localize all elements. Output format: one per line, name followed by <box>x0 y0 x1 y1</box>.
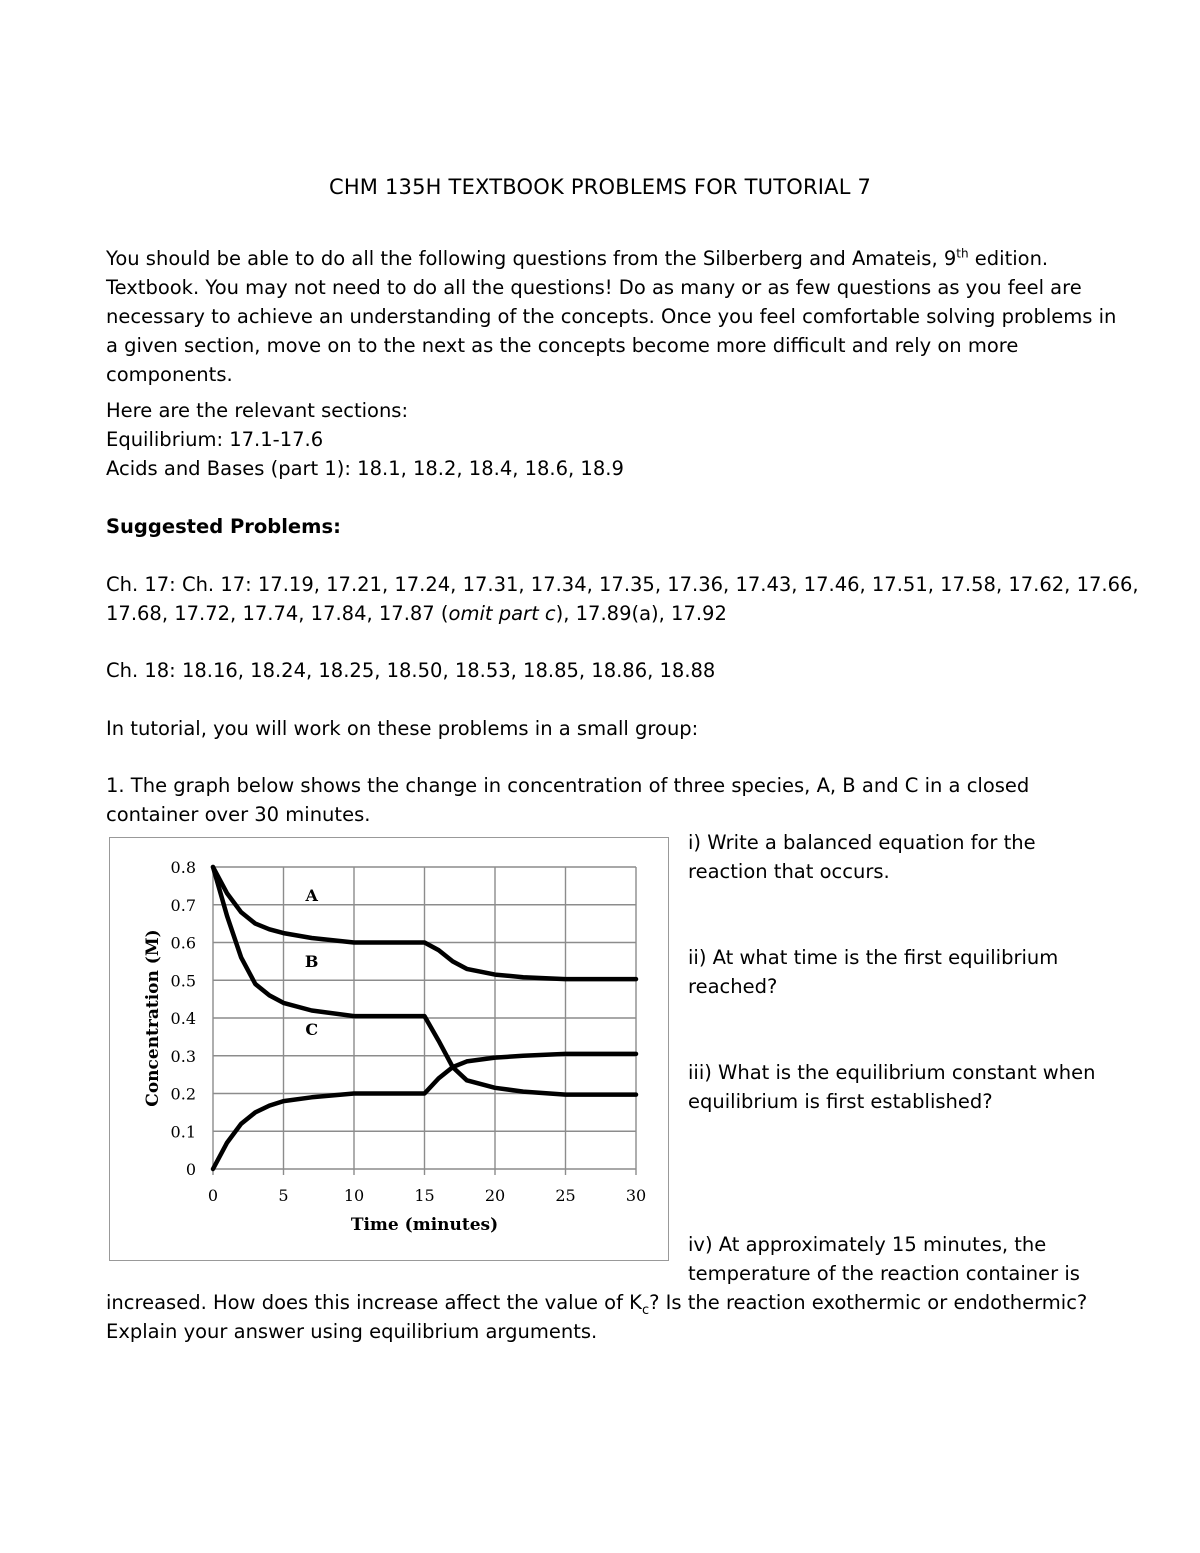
question-ii-line-1: ii) At what time is the first equilibrium <box>688 946 1059 969</box>
x-tick-label-4: 20 <box>484 1186 506 1205</box>
sections-heading: Here are the relevant sections: <box>106 399 409 422</box>
edition-superscript: th <box>956 246 969 261</box>
question-iv-line-3-text: increased. How does this increase affect the value of K <box>106 1291 642 1314</box>
y-tick-label-2: 0.2 <box>170 1084 196 1104</box>
y-axis-title: Concentration (M) <box>143 929 163 1107</box>
x-tick-label-2: 10 <box>343 1186 365 1205</box>
question-iii <box>688 1058 1108 1116</box>
question-iv-line-3 <box>106 1288 1106 1317</box>
intro-line-1 <box>106 244 1106 273</box>
question-ii <box>688 943 1108 1001</box>
chart-frame <box>109 837 669 1261</box>
question-iv-line-4: Explain your answer using equilibrium arguments. <box>106 1320 598 1343</box>
series-label-C: C <box>305 1019 319 1039</box>
y-tick-label-4: 0.4 <box>170 1009 196 1028</box>
question-1-line-2: container over 30 minutes. <box>106 803 371 826</box>
ch17-line-2-tail: ), 17.89(a), 17.92 <box>555 602 727 625</box>
tutorial-intro: In tutorial, you will work on these problems in a small group: <box>106 717 699 740</box>
question-iv-line-3-tail: ? Is the reaction exothermic or endothermic? <box>649 1291 1088 1314</box>
question-1-line-1: 1. The graph below shows the change in concentration of three species, A, B and C in a closed <box>106 774 1030 797</box>
concentration-chart <box>110 838 667 1259</box>
question-iii-line-2: equilibrium is first established? <box>688 1090 993 1113</box>
x-tick-label-3: 15 <box>414 1186 435 1205</box>
suggested-heading: Suggested Problems: <box>106 515 341 538</box>
series-label-B: B <box>304 952 319 972</box>
question-i-line-2: reaction that occurs. <box>688 860 890 883</box>
question-iv-continued <box>106 1288 1106 1346</box>
question-iv-line-2: temperature of the reaction container is <box>688 1262 1080 1285</box>
question-i-line-1: i) Write a balanced equation for the <box>688 831 1036 854</box>
intro-line-3: necessary to achieve an understanding of the concepts. Once you feel comfortable solving problems in <box>106 305 1117 328</box>
document-title: CHM 135H TEXTBOOK PROBLEMS FOR TUTORIAL 7 <box>328 175 872 199</box>
kc-subscript: c <box>641 1302 650 1318</box>
sections-equilibrium: Equilibrium: 17.1-17.6 <box>106 428 324 451</box>
intro-line-2: Textbook. You may not need to do all the questions! Do as many or as few questions as you feel are <box>106 276 1082 299</box>
sections-block <box>106 396 1106 483</box>
intro-line-4: a given section, move on to the next as the concepts become more difficult and rely on more <box>106 334 1019 357</box>
intro-line-1-tail: edition. <box>968 247 1049 270</box>
sections-acids: Acids and Bases (part 1): 18.1, 18.2, 18.4, 18.6, 18.9 <box>106 457 624 480</box>
series-label-A: A <box>305 885 318 905</box>
question-iv-line-1: iv) At approximately 15 minutes, the <box>688 1233 1047 1256</box>
question-iii-line-1: iii) What is the equilibrium constant when <box>688 1061 1096 1084</box>
y-tick-label-3: 0.3 <box>170 1046 196 1066</box>
y-tick-label-0: 0 <box>185 1160 196 1179</box>
x-tick-label-1: 5 <box>278 1186 289 1205</box>
ch17-line-2-text: 17.68, 17.72, 17.74, 17.84, 17.87 ( <box>106 602 449 625</box>
question-i <box>688 828 1108 886</box>
x-tick-label-5: 25 <box>555 1186 576 1205</box>
x-tick-label-6: 30 <box>625 1186 647 1205</box>
y-tick-label-6: 0.6 <box>170 933 196 953</box>
y-tick-label-1: 0.1 <box>170 1122 196 1142</box>
intro-line-1-text: You should be able to do all the following questions from the Silberberg and Amateis, 9 <box>106 247 957 270</box>
omit-part-note: omit part c <box>448 602 556 625</box>
x-axis-title: Time (minutes) <box>350 1215 499 1235</box>
ch18-problems: Ch. 18: 18.16, 18.24, 18.25, 18.50, 18.53, 18.85, 18.86, 18.88 <box>106 659 716 682</box>
x-tick-label-0: 0 <box>207 1186 219 1205</box>
intro-paragraph <box>106 244 1117 389</box>
question-1 <box>106 771 1106 829</box>
question-iv <box>688 1230 1108 1288</box>
question-ii-line-2: reached? <box>688 975 778 998</box>
y-tick-label-5: 0.5 <box>170 971 196 991</box>
ch17-line-2 <box>106 599 1106 628</box>
y-tick-label-8: 0.8 <box>170 858 196 877</box>
intro-line-5: components. <box>106 363 233 386</box>
y-tick-label-7: 0.7 <box>170 895 196 915</box>
ch17-line-1: Ch. 17: Ch. 17: 17.19, 17.21, 17.24, 17.31, 17.34, 17.35, 17.36, 17.43, 17.46, 17.51, 17.58, 17.62, 17.66, <box>106 573 1139 596</box>
ch17-problems <box>106 570 1139 628</box>
